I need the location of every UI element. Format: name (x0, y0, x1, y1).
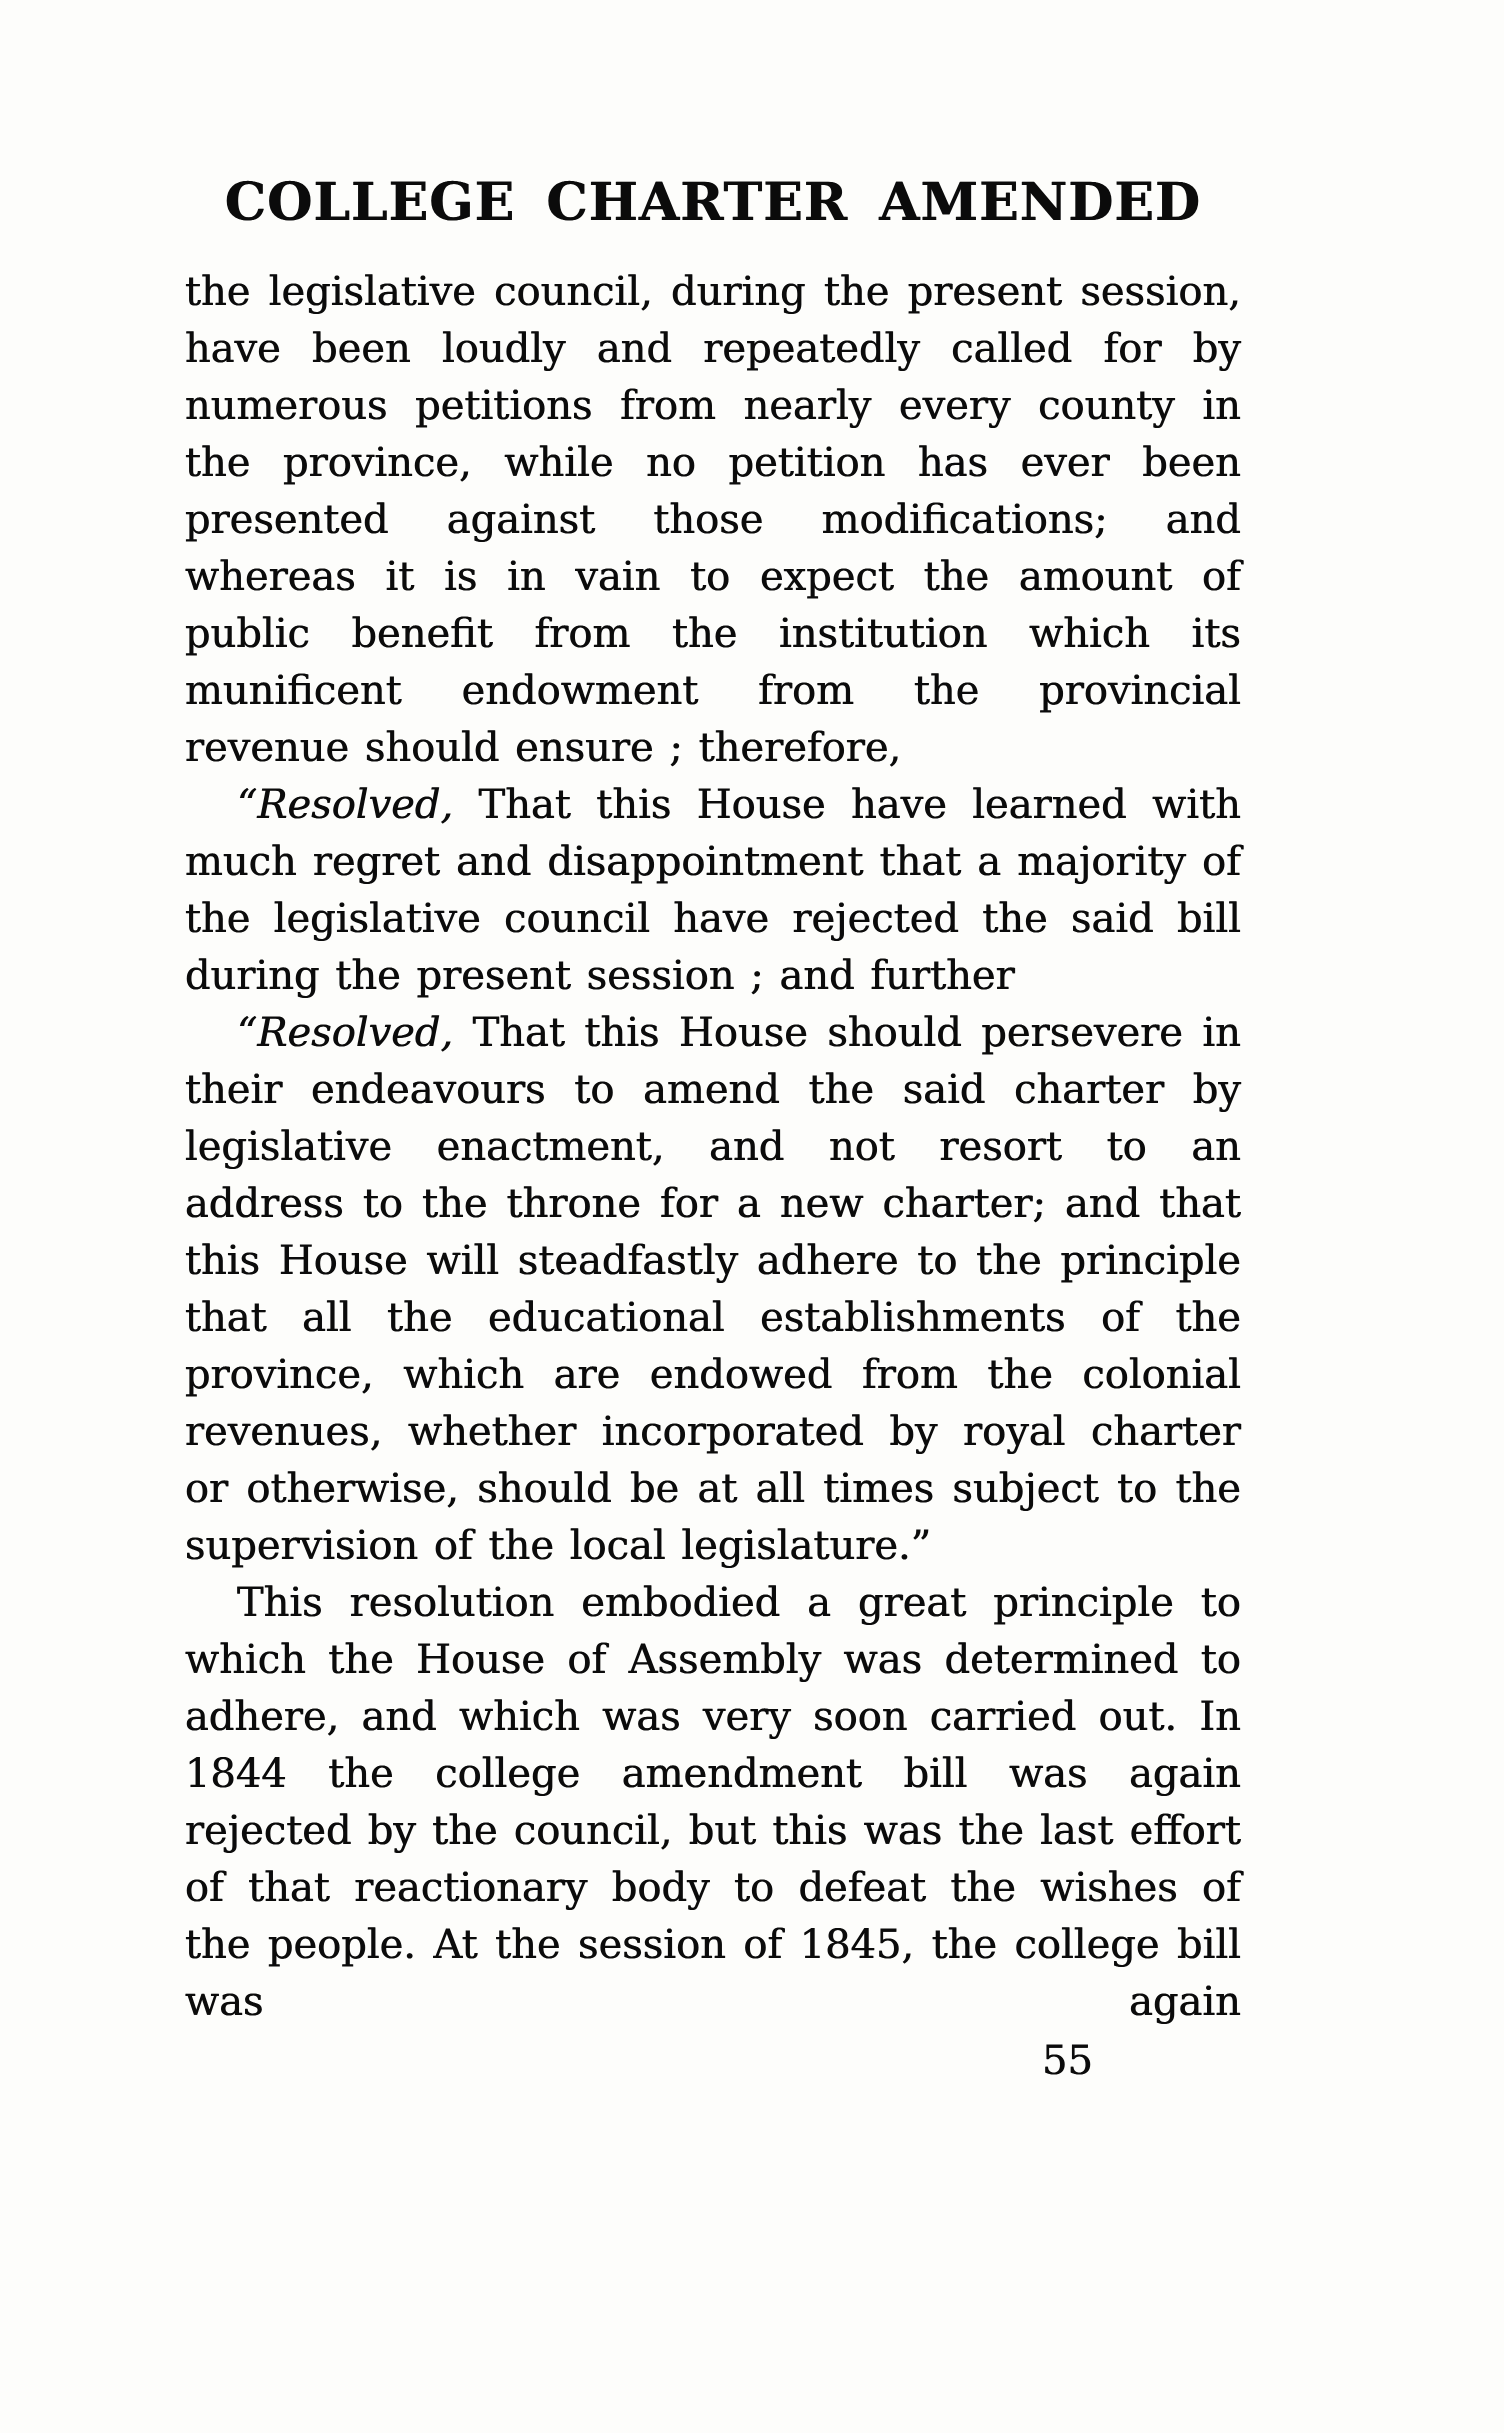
body-paragraph-continuation (185, 264, 1241, 777)
body-paragraph-resolved-second (185, 1005, 1241, 1575)
paragraph-text: That this House should persevere in their endeavours to amend the said charter by legislative enactment, and not resort to an address to the throne for a new charter; and that this House will steadfastly adhere to the principle that all the educational establishments of the province, which are endowed from the colonial revenues, whether incorporated by royal charter or otherwise, should be at all times subject to the supervision of the local legislature.” (185, 1010, 1241, 1569)
paragraph-text: the legislative council, during the present session, have been loudly and repeatedly called for by numerous petitions from nearly every county in the province, while no petition has ever been presented against those modifications; and whereas it is in vain to expect the amount of public benefit from the institution which its munificent endowment from the provincial revenue should ensure ; therefore, (185, 269, 1241, 771)
page-title: COLLEGE CHARTER AMENDED (224, 172, 1202, 233)
resolved-italic-lead: “Resolved, (237, 1010, 454, 1056)
body-paragraph-closing (185, 1575, 1241, 2031)
page-number: 55 (1042, 2038, 1093, 2084)
paragraph-text: That this House have learned with much regret and disappointment that a majority of the legislative council have rejected the said bill during the present session ; and further (185, 782, 1241, 999)
text-block (185, 170, 1241, 2090)
body-paragraph-resolved-first (185, 777, 1241, 1005)
paragraph-text: This resolution embodied a great principle to which the House of Assembly was determined to adhere, and which was very soon carried out. In 1844 the college amendment bill was again rejected by the council, but this was the last effort of that reactionary body to defeat the wishes of the people. At the session of 1845, the college bill was again (185, 1580, 1241, 2025)
resolved-italic-lead: “Resolved, (237, 782, 454, 828)
